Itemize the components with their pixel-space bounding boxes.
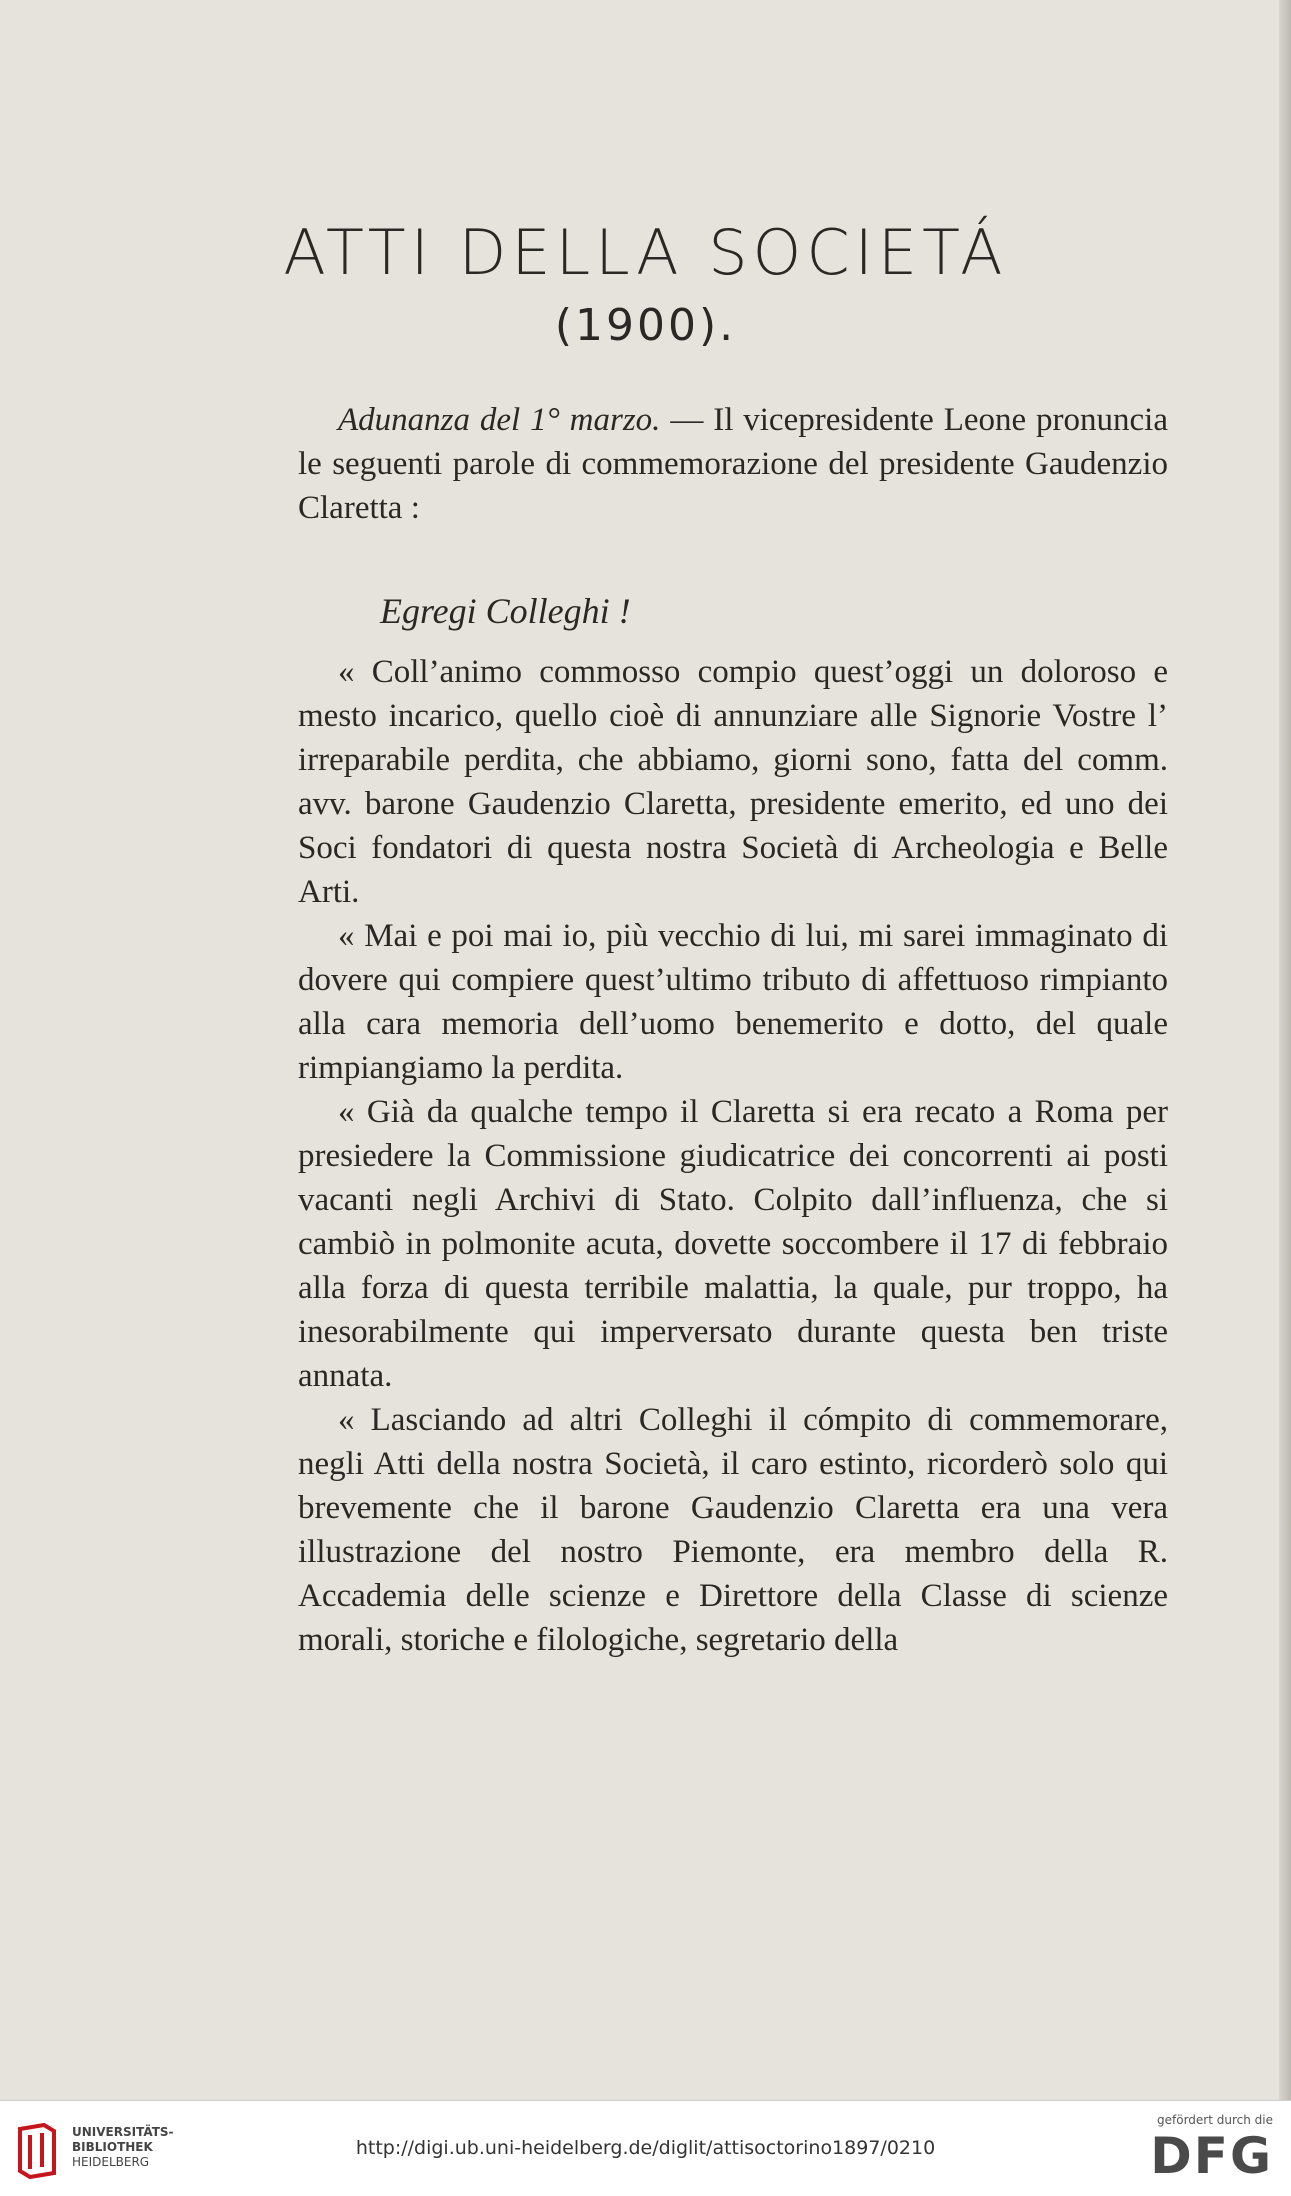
library-name-line-2: BIBLIOTHEK (72, 2140, 153, 2154)
dfg-logo: DFG (1150, 2127, 1273, 2185)
speech-paragraph-3: « Già da qualche tempo il Claretta si era recato a Roma per presiedere la Commissione giudicatrice dei concorrenti ai posti vacanti negli Archivi di Stato. Colpito dall’influenza, che si cambiò in polmonite acuta, dovette soccombere il 17 di febbraio alla forza di questa terribile malattia, la quale, pur troppo, ha inesorabilmente qui imperversato durante questa ben triste annata. (298, 1094, 1168, 1394)
intro-paragraph (298, 398, 1168, 530)
speech-paragraph-1: « Coll’animo commosso compio quest’oggi un doloroso e mesto incarico, quello cioè di annunziare alle Signorie Vostre l’ irreparabile perdita, che abbiamo, giorni sono, fatta del comm. avv. barone Gaudenzio Claretta, presidente emerito, ed uno dei Soci fondatori di questa nostra Società di Archeologia e Belle Arti. (298, 654, 1168, 910)
library-name-line-1: UNIVERSITÄTS- (72, 2125, 174, 2139)
salutation: Egregi Colleghi ! (380, 591, 631, 631)
permalink-url[interactable]: http://digi.ub.uni-heidelberg.de/diglit/attisoctorino1897/0210 (355, 2137, 936, 2159)
intro-block (298, 398, 1168, 530)
page-year: (1900). (554, 300, 737, 351)
speech-body (298, 650, 1168, 1662)
speech-paragraph-2: « Mai e poi mai io, più vecchio di lui, mi sarei immaginato di dovere qui compiere quest’ultimo tributo di affettuoso rimpianto alla cara memoria dell’uomo benemerito e dotto, del quale rimpiangiamo la perdita. (298, 918, 1168, 1086)
viewer-footer (0, 2100, 1291, 2196)
meeting-date: Adunanza del 1° marzo. (338, 402, 661, 438)
intro-text: — Il vicepresidente Leone pronuncia le seguenti parole di commemorazione del presidente Gaudenzio Claretta : (298, 402, 1168, 526)
library-name-line-3: HEIDELBERG (72, 2155, 150, 2169)
speech-paragraph-4: « Lasciando ad altri Colleghi il cómpito di commemorare, negli Atti della nostra Società, il caro estinto, ricorderò solo qui brevemente che il barone Gaudenzio Claretta era una vera illustrazione del nostro Piemonte, era membro della R. Accademia delle scienze e Direttore della Classe di scienze morali, storiche e filologiche, segretario della (298, 1402, 1168, 1658)
page-title: ATTI DELLA SOCIETÁ (283, 216, 1008, 289)
funded-by-note: gefördert durch die (1157, 2113, 1273, 2127)
